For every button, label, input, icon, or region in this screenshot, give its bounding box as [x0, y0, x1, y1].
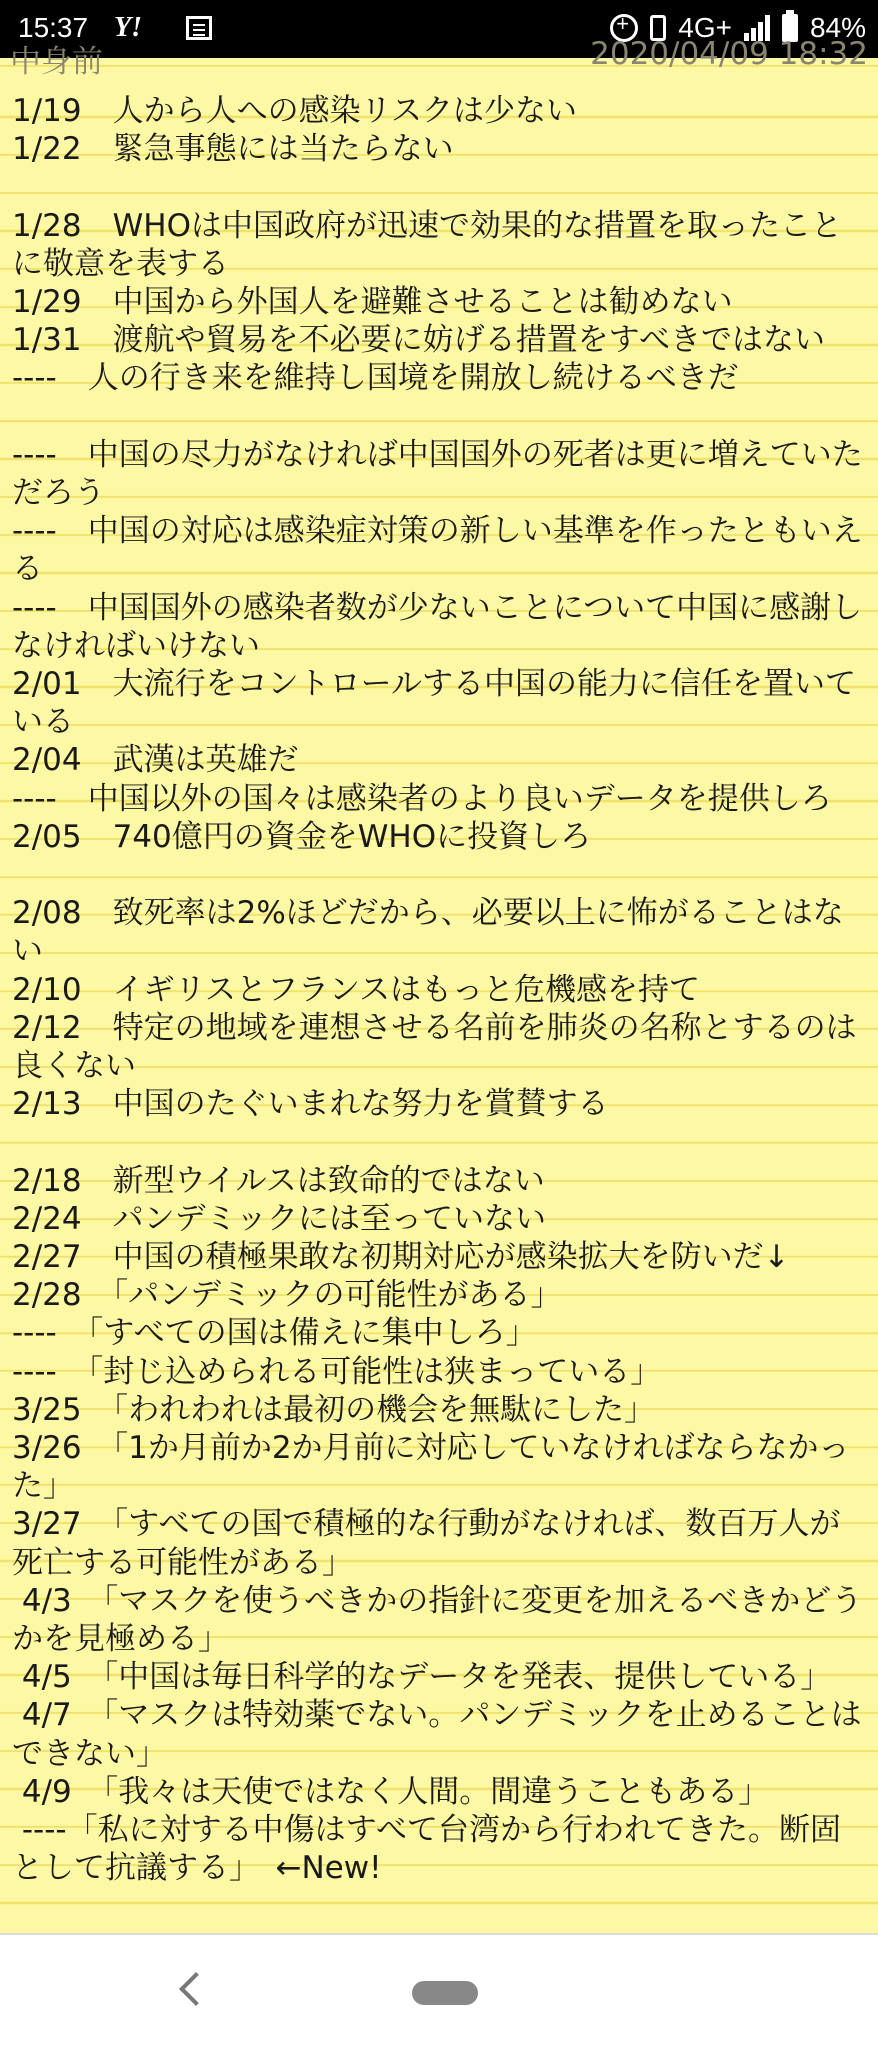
note-line	[12, 398, 868, 436]
note-line: ---- 中国の尽力がなければ中国国外の死者は更に増えていただろう	[12, 436, 863, 511]
note-line: 1/19 人から人への感染リスクは少ない	[12, 93, 577, 129]
note-line: 2/05 740億円の資金をWHOに投資しろ	[12, 818, 592, 855]
note-header	[10, 36, 868, 80]
note-line: 2/27 中国の積極果敢な初期対応が感染拡大を防いだ↓	[12, 1239, 790, 1276]
note-line: 2/01 大流行をコントロールする中国の能力に信任を置いている	[12, 666, 856, 741]
note-line: 4/9 「我々は天使ではなく人間。間違うこともある」	[12, 1773, 770, 1810]
note-line	[12, 1123, 868, 1161]
note-line: ---- 中国国外の感染者数が少ないことについて中国に感謝しなければいけない	[12, 589, 863, 664]
status-time: 15:37	[18, 12, 89, 43]
note-line: ---- 「すべての国は備えに集中しろ」	[12, 1315, 537, 1352]
note-line: ---- 「封じ込められる可能性は狭まっている」	[12, 1353, 662, 1390]
note-line: ---- 中国の対応は感染症対策の新しい基準を作ったともいえる	[12, 513, 863, 588]
note-line: 3/25 「われわれは最初の機会を無駄にした」	[12, 1391, 656, 1428]
note-line: ---- 中国以外の国々は感染者のより良いデータを提供しろ	[12, 780, 832, 817]
yahoo-icon: Y!	[114, 12, 142, 43]
note-area[interactable]	[0, 36, 878, 1933]
note-title: 中身前	[10, 44, 103, 80]
note-line: 2/10 イギリスとフランスはもっと危機感を持て	[12, 971, 701, 1008]
note-line: 2/28 「パンデミックの可能性がある」	[12, 1277, 562, 1314]
note-line: 4/3 「マスクを使うべきかの指針に変更を加えるべきかどうかを見極める」	[12, 1582, 863, 1658]
note-body[interactable]	[12, 92, 868, 1887]
note-line: 2/13 中国のたぐいまれな努力を賞賛する	[12, 1086, 609, 1123]
note-line	[12, 856, 868, 894]
note-line: ----「私に対する中傷はすべて台湾から行われてきた。断固として抗議する」 ←New!	[12, 1812, 841, 1887]
home-button[interactable]	[412, 1981, 478, 2005]
note-line: 1/22 緊急事態には当たらない	[12, 131, 454, 168]
note-line: 2/12 特定の地域を連想させる名前を肺炎の名称とするのは良くない	[12, 1009, 857, 1085]
note-line: 3/27 「すべての国で積極的な行動がなければ、数百万人が死亡する可能性がある」	[12, 1506, 841, 1581]
note-line: 1/28 WHOは中国政府が迅速で効果的な措置を取ったことに敬意を表する	[12, 207, 842, 282]
note-line: 4/7 「マスクは特効薬でない。パンデミックを止めることはできない」	[12, 1697, 862, 1772]
note-line	[12, 168, 868, 206]
note-line: 2/08 致死率は2%ほどだから、必要以上に怖がることはない	[12, 895, 844, 970]
network-label: 4G+	[678, 12, 732, 43]
note-line: 4/5 「中国は毎日科学的なデータを発表、提供している」	[12, 1659, 832, 1696]
back-button[interactable]	[170, 1971, 210, 2011]
navigation-bar	[0, 1933, 878, 2048]
note-line: 2/18 新型ウイルスは致命的ではない	[12, 1162, 545, 1199]
note-line: 2/04 武漢は英雄だ	[12, 742, 299, 779]
battery-percent: 84%	[809, 12, 866, 43]
note-line: 1/31 渡航や貿易を不必要に妨げる措置をすべきではない	[12, 322, 825, 359]
note-line: 1/29 中国から外国人を避難させることは勧めない	[12, 284, 733, 320]
note-line: 3/26 「1か月前か2か月前に対応していなければならなかった」	[12, 1430, 850, 1505]
note-timestamp: 2020/04/09 18:32	[590, 36, 868, 72]
note-line: ---- 人の行き来を維持し国境を開放し続けるべきだ	[12, 360, 739, 397]
note-line: 2/24 パンデミックには至っていない	[12, 1200, 546, 1237]
